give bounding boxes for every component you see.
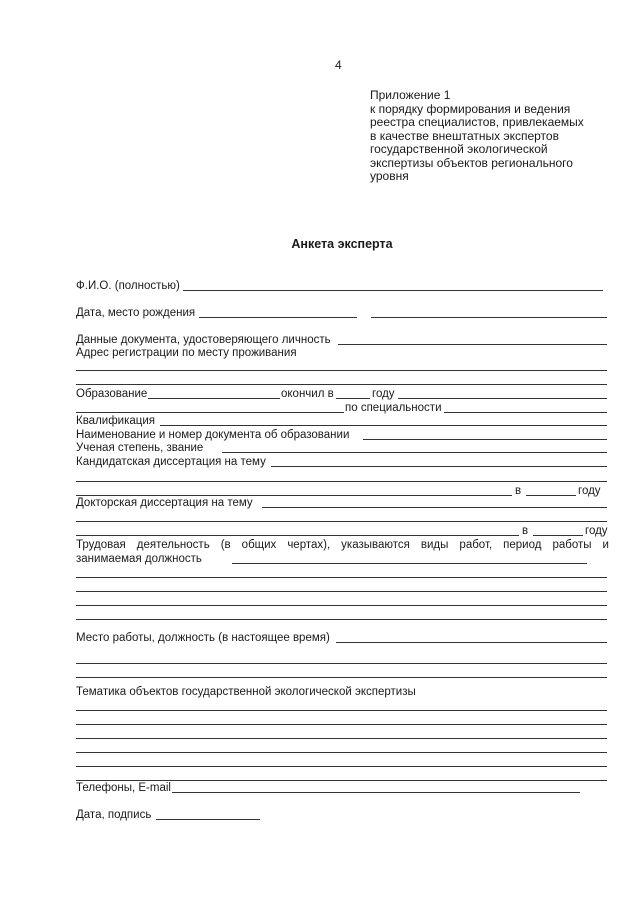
fio-field[interactable]	[183, 290, 603, 291]
doctoral-year-field[interactable]	[533, 535, 583, 536]
form-title: Анкета эксперта	[291, 237, 393, 251]
doctoral-thesis-field-line[interactable]	[76, 521, 607, 522]
doctoral-thesis-field[interactable]	[262, 507, 607, 508]
current-job-field-line[interactable]	[76, 663, 607, 664]
topics-field-line[interactable]	[76, 724, 607, 725]
education-field-cont[interactable]	[76, 412, 344, 413]
phd-year-field[interactable]	[526, 495, 576, 496]
appendix-line: к порядку формирования и ведения	[370, 101, 571, 116]
topics-field-line[interactable]	[76, 766, 607, 767]
graduated-year-field[interactable]	[336, 398, 370, 399]
address-label: Адрес регистрации по месту проживания	[76, 347, 297, 359]
edu-document-field[interactable]	[363, 439, 607, 440]
signature-field[interactable]	[156, 819, 260, 820]
id-document-label: Данные документа, удостоверяющего личность	[76, 334, 331, 346]
work-history-field-line[interactable]	[76, 619, 607, 620]
topics-field-line[interactable]	[76, 710, 607, 711]
doctoral-in-label: в	[522, 525, 529, 537]
education-label: Образование	[76, 388, 148, 400]
phd-year-label: году	[578, 485, 601, 497]
appendix-line: уровня	[370, 169, 409, 183]
signature-label: Дата, подпись	[76, 809, 152, 821]
appendix-line: в качестве внештатных экспертов	[370, 128, 559, 143]
degree-field[interactable]	[222, 452, 607, 453]
specialty-label: по специальности	[345, 402, 442, 414]
degree-label: Ученая степень, звание	[76, 442, 204, 454]
specialty-field[interactable]	[444, 412, 607, 413]
address-field-line[interactable]	[76, 384, 607, 385]
topics-label: Тематика объектов государственной экологической экспертизы	[76, 686, 416, 698]
appendix-header	[370, 89, 584, 184]
birth-place-field[interactable]	[371, 317, 607, 318]
work-history-label-cont: занимаемая должность	[76, 553, 202, 565]
appendix-line: экспертизы объектов регионального	[370, 155, 573, 170]
doctoral-thesis-field-line[interactable]	[76, 535, 519, 536]
education-institution-field[interactable]	[398, 398, 607, 399]
topics-field-line[interactable]	[76, 738, 607, 739]
page-number: 4	[335, 58, 342, 72]
doctoral-thesis-label: Докторская диссертация на тему	[76, 497, 253, 509]
id-document-field[interactable]	[338, 344, 607, 345]
birth-date-field[interactable]	[199, 317, 357, 318]
contacts-label: Телефоны, E-mail	[76, 782, 171, 794]
education-field[interactable]	[148, 398, 280, 399]
work-history-field-line[interactable]	[76, 591, 607, 592]
graduated-label: окончил в	[281, 388, 334, 400]
current-job-field[interactable]	[336, 642, 607, 643]
work-history-label: Трудовая деятельность (в общих чертах), указываются виды работ, период работы и	[76, 539, 609, 551]
current-job-label: Место работы, должность (в настоящее время)	[76, 632, 330, 644]
phd-in-label: в	[515, 485, 522, 497]
topics-field-line[interactable]	[76, 752, 607, 753]
appendix-line: государственной экологической	[370, 142, 548, 156]
phd-thesis-label: Кандидатская диссертация на тему	[76, 456, 266, 468]
fio-label: Ф.И.О. (полностью)	[76, 280, 180, 292]
doctoral-year-label: году	[585, 525, 608, 537]
appendix-line: реестра специалистов, привлекаемых	[370, 115, 584, 129]
address-field-line[interactable]	[76, 370, 607, 371]
work-history-field-line[interactable]	[76, 577, 607, 578]
qualification-label: Квалификация	[76, 415, 156, 427]
qualification-field[interactable]	[160, 425, 607, 426]
year-label: году	[372, 388, 395, 400]
appendix-title: Приложение 1	[370, 88, 451, 102]
work-history-field[interactable]	[232, 563, 587, 564]
phd-thesis-field[interactable]	[271, 466, 607, 467]
phd-thesis-field-line[interactable]	[76, 481, 607, 482]
edu-document-label: Наименование и номер документа об образовании	[76, 429, 350, 441]
birth-label: Дата, место рождения	[76, 307, 196, 319]
contacts-field[interactable]	[172, 792, 580, 793]
work-history-field-line[interactable]	[76, 605, 607, 606]
current-job-field-line[interactable]	[76, 677, 607, 678]
